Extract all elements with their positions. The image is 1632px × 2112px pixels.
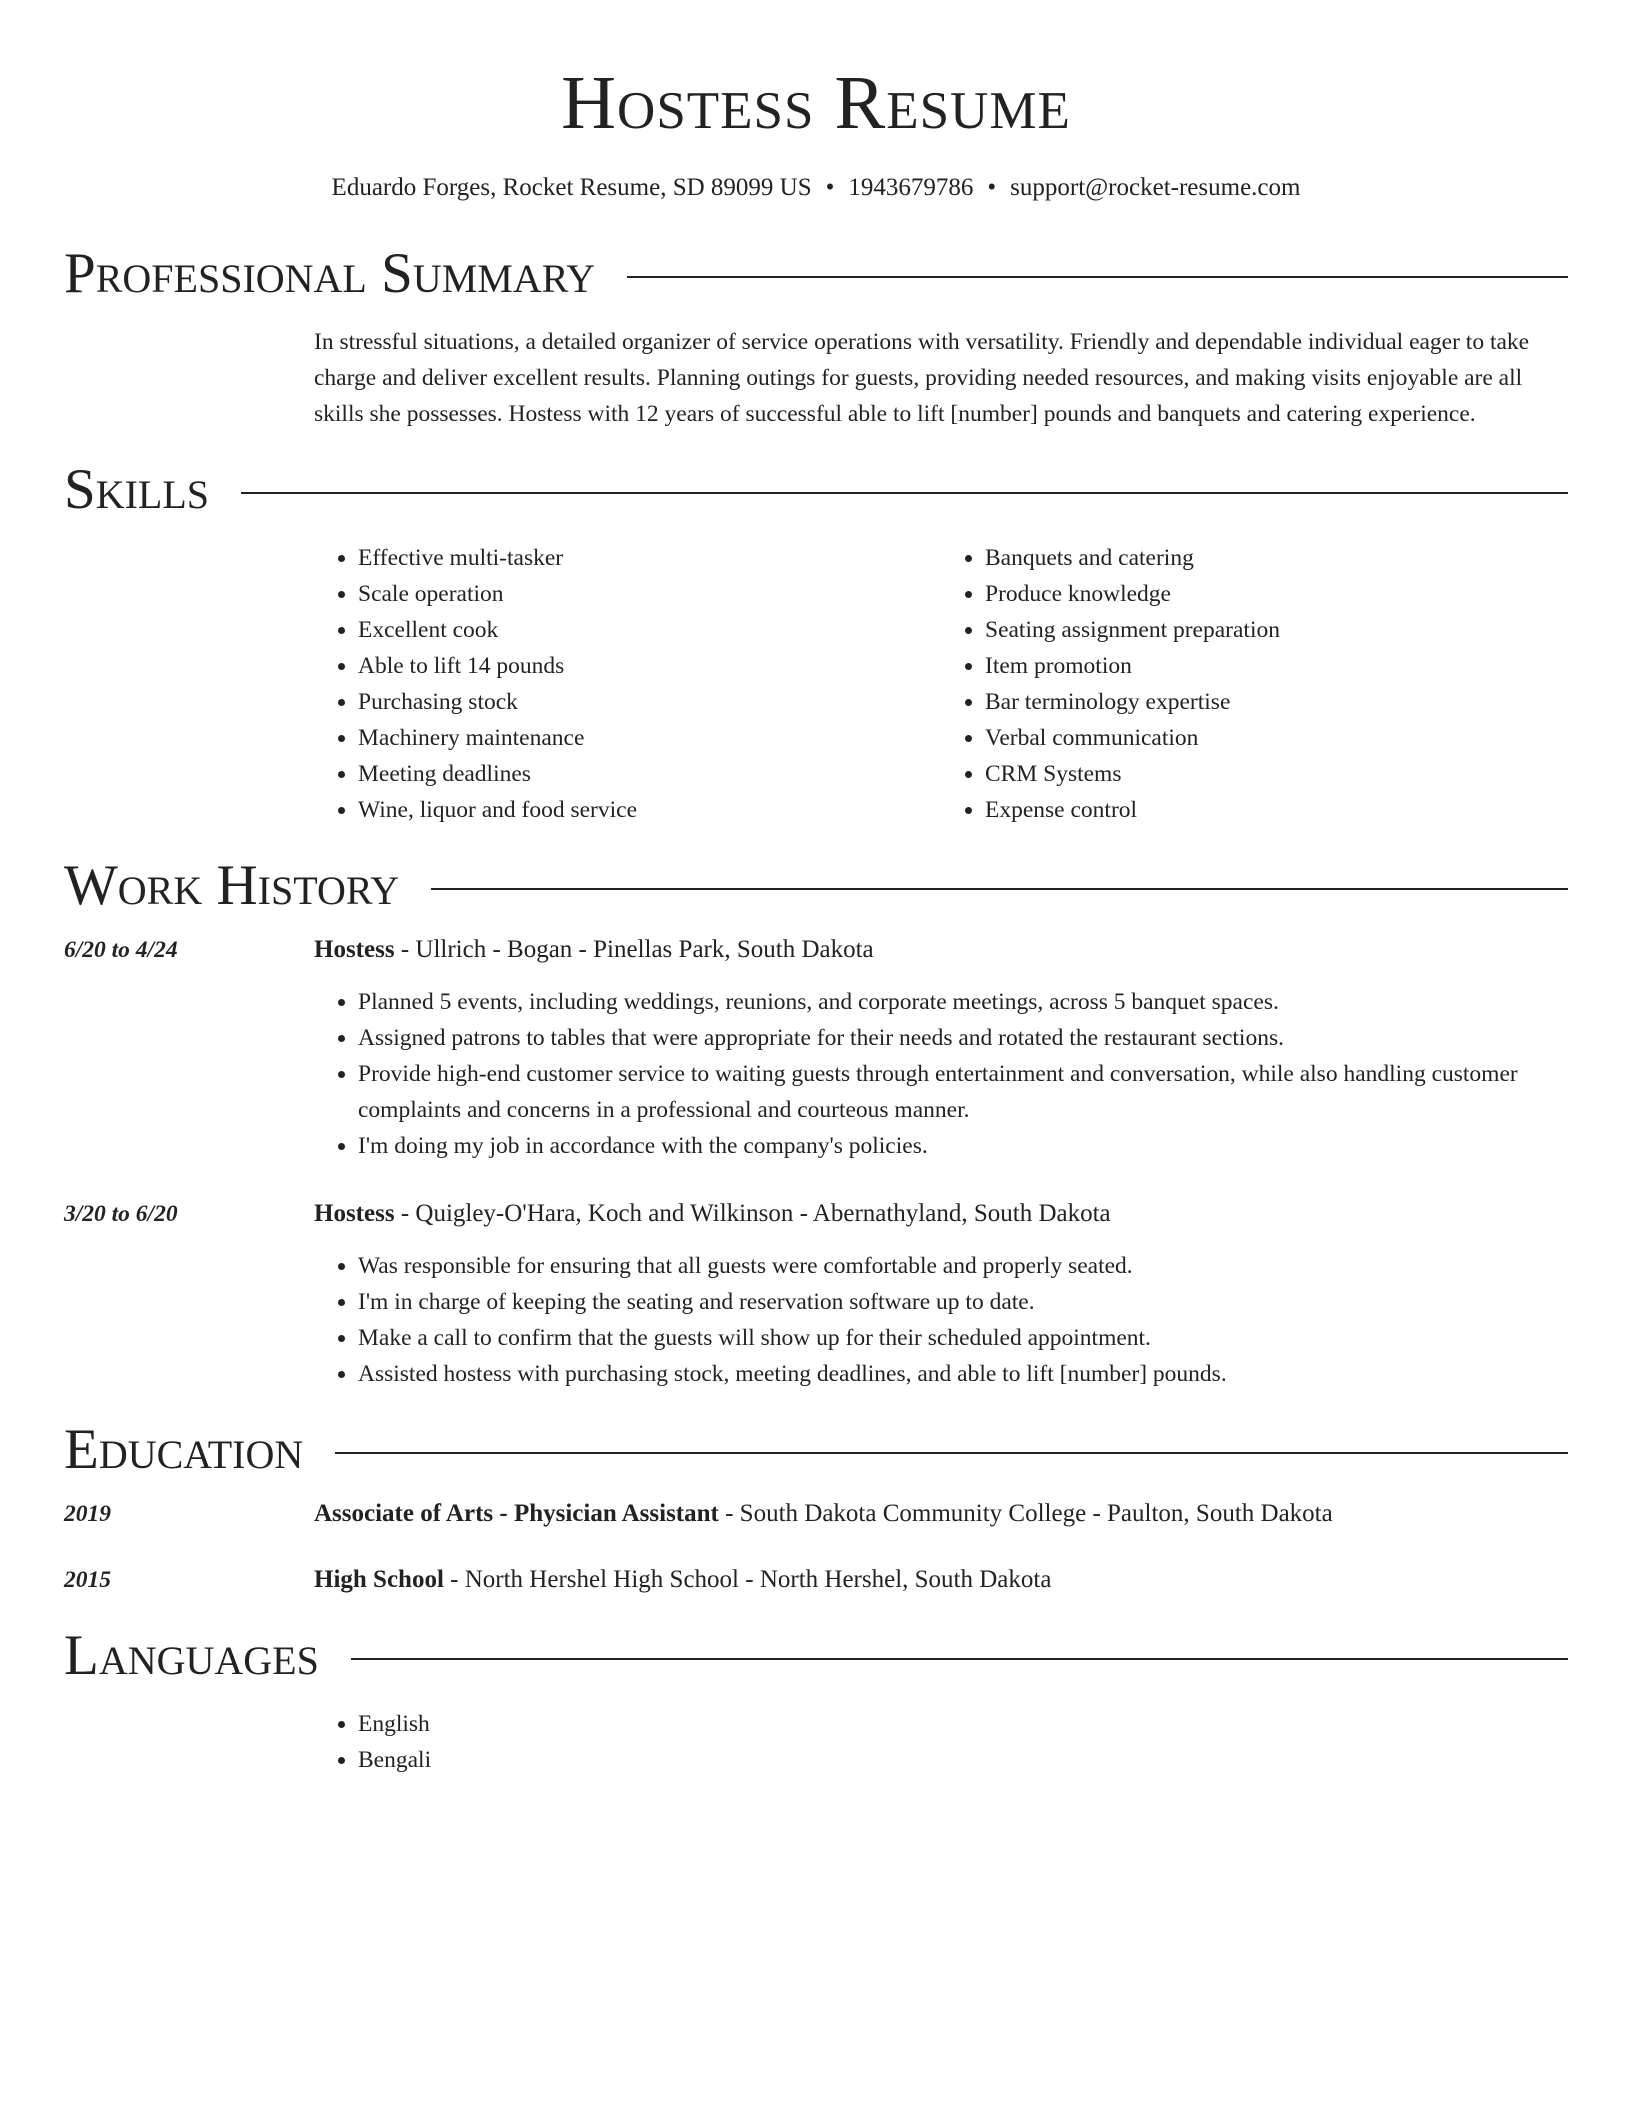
job-heading bbox=[314, 932, 1568, 968]
skill-item: • Scale operation bbox=[358, 576, 941, 612]
section-divider bbox=[241, 492, 1568, 494]
contact-email: support@rocket-resume.com bbox=[1010, 174, 1301, 201]
language-item: • English bbox=[358, 1706, 1568, 1742]
contact-separator: • bbox=[987, 174, 997, 201]
skill-item: • Banquets and catering bbox=[985, 540, 1568, 576]
section-header-summary bbox=[64, 242, 1568, 306]
job-employer: - Ullrich - Bogan - Pinellas Park, South Dakota bbox=[394, 936, 874, 963]
job-bullet: • Assisted hostess with purchasing stock, meeting deadlines, and able to lift [number] pounds. bbox=[358, 1356, 1568, 1392]
skill-item: • CRM Systems bbox=[985, 756, 1568, 792]
education-entry bbox=[64, 1562, 1568, 1598]
section-header-languages bbox=[64, 1624, 1568, 1688]
education-details bbox=[314, 1496, 1568, 1532]
job-title: Hostess bbox=[314, 1200, 395, 1227]
section-title-education: Education bbox=[64, 1418, 304, 1481]
job-employer: - Quigley-O'Hara, Koch and Wilkinson - Abernathyland, South Dakota bbox=[394, 1200, 1111, 1227]
section-header-skills bbox=[64, 458, 1568, 522]
education-degree: High School bbox=[314, 1566, 444, 1593]
education-school: - South Dakota Community College - Paulton, South Dakota bbox=[718, 1500, 1333, 1527]
job-bullet: • Was responsible for ensuring that all guests were comfortable and properly seated. bbox=[358, 1248, 1568, 1284]
job-title: Hostess bbox=[314, 936, 395, 963]
skill-item: • Verbal communication bbox=[985, 720, 1568, 756]
skill-item: • Machinery maintenance bbox=[358, 720, 941, 756]
job-dates: 3/20 to 6/20 bbox=[64, 1201, 178, 1227]
section-title-languages: Languages bbox=[64, 1624, 319, 1687]
section-divider bbox=[351, 1658, 1568, 1660]
section-title-skills: Skills bbox=[64, 458, 210, 521]
skill-item: • Seating assignment preparation bbox=[985, 612, 1568, 648]
section-title-work: Work History bbox=[64, 854, 400, 917]
contact-line bbox=[64, 172, 1568, 204]
contact-address: Eduardo Forges, Rocket Resume, SD 89099 US bbox=[331, 174, 812, 201]
skill-item: • Produce knowledge bbox=[985, 576, 1568, 612]
education-degree: Associate of Arts - Physician Assistant bbox=[314, 1500, 719, 1527]
skill-item: • Expense control bbox=[985, 792, 1568, 828]
job-entry bbox=[64, 1196, 1568, 1392]
education-year: 2015 bbox=[64, 1567, 111, 1593]
job-bullet: • Make a call to confirm that the guests will show up for their scheduled appointment. bbox=[358, 1320, 1568, 1356]
contact-separator: • bbox=[825, 174, 835, 201]
job-bullet: • Provide high-end customer service to waiting guests through entertainment and conversation, while also handling customer complaints and concerns in a professional and courteous manner. bbox=[358, 1056, 1568, 1128]
languages-list bbox=[314, 1706, 1568, 1778]
education-entry bbox=[64, 1496, 1568, 1532]
skills-column-left bbox=[314, 540, 941, 828]
job-details bbox=[314, 932, 1568, 1164]
section-header-work bbox=[64, 854, 1568, 918]
job-details bbox=[314, 1196, 1568, 1392]
skill-item: • Purchasing stock bbox=[358, 684, 941, 720]
skill-item: • Meeting deadlines bbox=[358, 756, 941, 792]
education-year: 2019 bbox=[64, 1501, 111, 1527]
job-bullet: • I'm in charge of keeping the seating and reservation software up to date. bbox=[358, 1284, 1568, 1320]
section-divider bbox=[627, 276, 1568, 278]
resume-title: Hostess Resume bbox=[561, 61, 1071, 145]
education-heading bbox=[314, 1562, 1568, 1598]
education-heading bbox=[314, 1496, 1568, 1532]
job-bullet: • Assigned patrons to tables that were appropriate for their needs and rotated the restaurant sections. bbox=[358, 1020, 1568, 1056]
job-entry bbox=[64, 932, 1568, 1164]
skill-item: • Effective multi-tasker bbox=[358, 540, 941, 576]
education-school: - North Hershel High School - North Hershel, South Dakota bbox=[443, 1566, 1052, 1593]
skill-item: • Bar terminology expertise bbox=[985, 684, 1568, 720]
job-bullet: • Planned 5 events, including weddings, reunions, and corporate meetings, across 5 banquet spaces. bbox=[358, 984, 1568, 1020]
job-bullets bbox=[314, 984, 1568, 1164]
skill-item: • Able to lift 14 pounds bbox=[358, 648, 941, 684]
skill-item: • Item promotion bbox=[985, 648, 1568, 684]
contact-phone: 1943679786 bbox=[848, 174, 974, 201]
skills-list bbox=[314, 540, 1568, 828]
skill-item: • Excellent cook bbox=[358, 612, 941, 648]
section-header-education bbox=[64, 1418, 1568, 1482]
job-bullet: • I'm doing my job in accordance with the company's policies. bbox=[358, 1128, 1568, 1164]
job-dates: 6/20 to 4/24 bbox=[64, 937, 178, 963]
education-details bbox=[314, 1562, 1568, 1598]
skills-column-right bbox=[941, 540, 1568, 828]
section-divider bbox=[335, 1452, 1568, 1454]
job-bullets bbox=[314, 1248, 1568, 1392]
skill-item: • Wine, liquor and food service bbox=[358, 792, 941, 828]
section-divider bbox=[431, 888, 1568, 890]
section-title-summary: Professional Summary bbox=[64, 242, 596, 305]
summary-text: In stressful situations, a detailed organizer of service operations with versatility. Friendly and dependable individual eager to take charge and deliver excellent results. Planning outings for guests, providing needed resources, and making visits enjoyable are all skills she possesses. Hostess with 12 years of successful able to lift [number] pounds and banquets and catering experience. bbox=[314, 329, 1530, 427]
language-item: • Bengali bbox=[358, 1742, 1568, 1778]
job-heading bbox=[314, 1196, 1568, 1232]
